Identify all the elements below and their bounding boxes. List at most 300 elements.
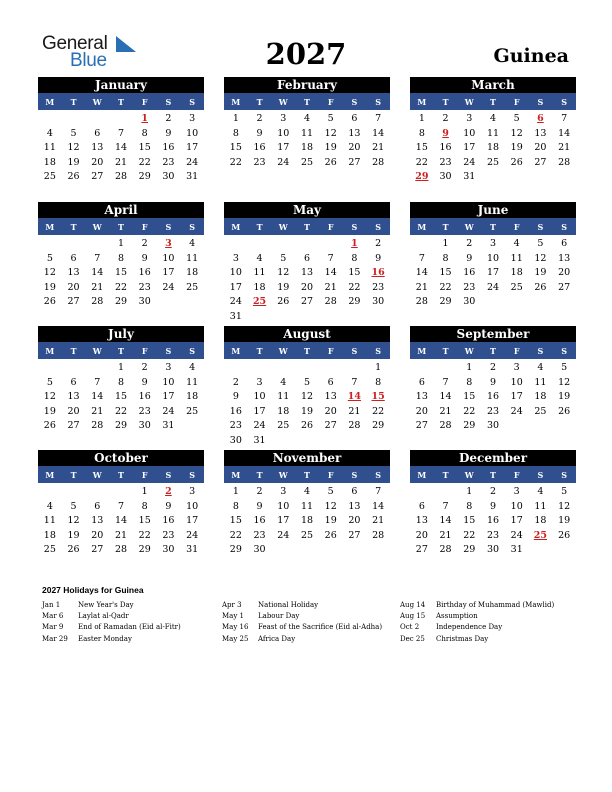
- day-cell: 30: [162, 171, 175, 183]
- day-cell: 23: [229, 420, 242, 432]
- day-cell: 12: [43, 267, 56, 279]
- weekday-header: [38, 466, 204, 483]
- holiday-entry: [42, 622, 181, 633]
- day-cell: 5: [46, 252, 53, 264]
- day-cell: 12: [510, 127, 523, 139]
- holiday-date: May 25: [222, 634, 249, 643]
- day-cell: 24: [463, 156, 476, 168]
- day-cell: 30: [162, 544, 175, 556]
- day-cell: 4: [189, 238, 196, 249]
- day-cell: 2: [442, 113, 449, 124]
- weekday-label: W: [92, 469, 102, 480]
- weekday-label: F: [513, 469, 520, 480]
- day-cell: 20: [324, 405, 337, 417]
- day-cell: 13: [558, 252, 571, 264]
- day-cell: 31: [463, 171, 476, 183]
- day-cell: 20: [91, 529, 104, 541]
- day-cell: 21: [114, 529, 128, 541]
- day-cell: 17: [186, 142, 199, 154]
- day-cell: 28: [415, 296, 428, 308]
- month-february: [224, 77, 390, 170]
- day-cell: 5: [327, 486, 334, 497]
- day-cell: 9: [165, 127, 172, 139]
- empty-cell: [248, 361, 272, 376]
- day-cell: 22: [372, 405, 385, 417]
- day-cell: 23: [138, 405, 151, 417]
- day-cell: 15: [348, 267, 361, 279]
- holiday-column: [400, 600, 554, 645]
- month-june: [410, 202, 576, 310]
- day-cell: 11: [253, 267, 266, 279]
- weekday-header: [410, 466, 576, 483]
- day-cell: 3: [513, 362, 520, 373]
- holiday-entry: [222, 634, 382, 645]
- day-cell: 22: [348, 281, 361, 293]
- day-cell: 11: [300, 127, 314, 139]
- weekday-label: M: [417, 221, 427, 232]
- weekday-label: S: [189, 96, 196, 107]
- empty-cell: [295, 237, 319, 252]
- weekday-label: T: [490, 96, 496, 107]
- weekday-label: S: [351, 96, 358, 107]
- day-cell: 28: [348, 420, 361, 432]
- day-cell: 21: [415, 281, 428, 293]
- day-cell: 17: [277, 142, 290, 154]
- day-cell: 4: [513, 238, 520, 249]
- month-title: March: [410, 77, 576, 93]
- weekday-label: M: [231, 345, 241, 356]
- day-cell: 31: [229, 310, 242, 322]
- day-cell: 18: [300, 142, 314, 154]
- weekday-label: T: [256, 345, 263, 356]
- weekday-label: T: [442, 469, 449, 480]
- weekday-label: F: [327, 96, 334, 107]
- weekday-label: M: [231, 96, 241, 107]
- weekday-header: [224, 218, 390, 235]
- day-cell: 1: [117, 362, 125, 373]
- day-cell: 24: [229, 296, 242, 308]
- day-cell: 11: [186, 252, 199, 264]
- day-cell: 5: [561, 486, 568, 497]
- empty-cell: [38, 361, 62, 376]
- day-cell: 2: [256, 113, 263, 124]
- day-cell: 26: [300, 420, 314, 432]
- day-cell: 10: [277, 500, 290, 512]
- weekday-label: T: [118, 345, 124, 356]
- day-cell: 3: [489, 238, 497, 249]
- day-cell: 21: [558, 142, 571, 154]
- day-cell: 12: [43, 391, 56, 403]
- month-title: May: [224, 202, 390, 218]
- day-cell: 28: [558, 156, 571, 168]
- day-cell: 19: [43, 405, 56, 417]
- day-cell: 15: [439, 267, 452, 279]
- day-cell: 10: [510, 376, 523, 388]
- day-cell: 11: [534, 500, 547, 512]
- day-cell: 14: [91, 391, 104, 403]
- weekday-label: M: [231, 221, 241, 232]
- day-cell: 20: [67, 281, 80, 293]
- month-december: [410, 450, 576, 558]
- month-january: [38, 77, 204, 185]
- day-cell: 8: [232, 127, 239, 139]
- holiday-entry: [42, 611, 181, 622]
- day-cell: 2: [165, 113, 172, 124]
- day-cell: 26: [67, 171, 80, 183]
- month-title: December: [410, 450, 576, 466]
- day-cell: 7: [94, 376, 101, 388]
- day-cell: 17: [186, 515, 199, 527]
- holiday-date: Mar 9: [42, 623, 64, 632]
- day-cell: 1: [442, 238, 449, 249]
- day-cell: 13: [67, 391, 80, 403]
- empty-cell: [109, 485, 133, 500]
- day-cell: 6: [418, 500, 425, 512]
- day-cell: 19: [324, 515, 337, 527]
- day-cell: 3: [189, 486, 196, 497]
- day-cell: 5: [70, 500, 77, 512]
- day-cell: 21: [372, 515, 385, 527]
- day-cell: 21: [324, 281, 337, 293]
- weekday-label: S: [189, 345, 196, 356]
- day-cell: 4: [46, 500, 53, 512]
- weekday-label: T: [256, 96, 263, 107]
- day-cell: 19: [67, 156, 80, 168]
- holiday-date: Oct 2: [400, 623, 420, 632]
- weekday-label: T: [118, 96, 124, 107]
- weekday-label: T: [490, 469, 496, 480]
- day-cell: 7: [117, 127, 125, 139]
- day-cell: 10: [486, 252, 500, 264]
- weekday-header: [410, 93, 576, 110]
- weekday-label: F: [141, 345, 148, 356]
- weekday-header: [410, 342, 576, 359]
- day-cell: 28: [114, 171, 128, 183]
- day-cell: 2: [232, 376, 239, 388]
- day-grid: [410, 110, 576, 185]
- day-cell: 7: [327, 252, 334, 264]
- empty-cell: [85, 485, 109, 500]
- holiday-date: May 16: [222, 623, 249, 632]
- holiday-entry: [222, 600, 382, 611]
- day-cell: 26: [558, 529, 571, 541]
- day-cell: 9: [375, 252, 382, 264]
- day-cell: 6: [94, 500, 101, 512]
- day-cell: 22: [229, 529, 242, 541]
- weekday-label: S: [165, 469, 172, 480]
- day-cell: 28: [114, 544, 128, 556]
- day-cell: 24: [186, 156, 199, 168]
- day-cell: 17: [510, 391, 523, 403]
- country-name: Guinea: [493, 45, 569, 67]
- day-grid: [38, 110, 204, 185]
- day-cell: 18: [510, 267, 523, 279]
- day-cell: 24: [510, 405, 523, 417]
- day-grid: [38, 359, 204, 434]
- day-cell: 12: [558, 500, 571, 512]
- day-cell: 13: [415, 515, 428, 527]
- day-cell: 6: [94, 127, 101, 139]
- day-cell: 22: [114, 281, 128, 293]
- day-cell: 27: [67, 420, 80, 432]
- day-cell: 26: [534, 281, 547, 293]
- day-cell: 27: [558, 281, 571, 293]
- day-cell: 30: [229, 434, 242, 446]
- weekday-label: T: [442, 221, 449, 232]
- day-cell: 16: [229, 405, 242, 417]
- empty-cell: [410, 361, 434, 376]
- weekday-label: S: [561, 345, 568, 356]
- day-cell: 13: [415, 391, 428, 403]
- day-cell: 18: [534, 515, 547, 527]
- day-cell: 25: [510, 281, 523, 293]
- month-november: [224, 450, 390, 558]
- weekday-label: W: [92, 345, 102, 356]
- weekday-label: M: [45, 96, 55, 107]
- weekday-label: F: [513, 221, 520, 232]
- day-cell: 8: [466, 500, 473, 512]
- month-title: October: [38, 450, 204, 466]
- weekday-label: S: [537, 345, 544, 356]
- holiday-name: Feast of the Sacrifice (Eid al-Adha): [258, 623, 383, 632]
- weekday-label: F: [327, 221, 334, 232]
- month-title: August: [224, 326, 390, 342]
- day-cell: 20: [348, 515, 361, 527]
- day-cell: 5: [537, 238, 544, 249]
- empty-cell: [224, 361, 248, 376]
- day-cell: 21: [91, 281, 104, 293]
- day-cell: 31: [253, 434, 266, 446]
- day-cell: 15: [229, 515, 242, 527]
- day-cell: 29: [372, 420, 385, 432]
- day-cell: 7: [375, 486, 382, 497]
- month-title: November: [224, 450, 390, 466]
- weekday-label: F: [141, 469, 148, 480]
- day-cell: 31: [510, 544, 523, 556]
- holiday-day-cell: 3: [165, 238, 172, 249]
- day-cell: 28: [439, 544, 452, 556]
- day-cell: 14: [114, 142, 128, 154]
- holiday-name: Birthday of Muhammad (Mawlid): [436, 601, 555, 609]
- weekday-label: S: [375, 96, 382, 107]
- day-cell: 3: [513, 486, 520, 497]
- logo-general-text: General: [42, 33, 108, 54]
- holiday-entry: [222, 622, 382, 633]
- holiday-day-cell: 6: [537, 113, 544, 124]
- day-cell: 3: [232, 252, 239, 264]
- calendar-year: 2027: [265, 37, 347, 71]
- day-cell: 26: [324, 529, 337, 541]
- empty-cell: [62, 237, 86, 252]
- day-cell: 11: [277, 391, 290, 403]
- weekday-label: T: [256, 221, 263, 232]
- day-cell: 8: [466, 376, 473, 388]
- empty-cell: [248, 237, 272, 252]
- day-cell: 25: [43, 544, 56, 556]
- day-cell: 23: [138, 281, 151, 293]
- day-cell: 20: [67, 405, 80, 417]
- day-cell: 22: [114, 405, 128, 417]
- day-cell: 10: [162, 376, 175, 388]
- logo-blue-text: Blue: [70, 50, 107, 71]
- empty-cell: [62, 112, 86, 127]
- weekday-label: S: [537, 96, 544, 107]
- holiday-name: Laylat al-Qadr: [78, 612, 129, 621]
- weekday-label: W: [464, 345, 474, 356]
- day-cell: 20: [415, 529, 428, 541]
- day-cell: 12: [534, 252, 547, 264]
- day-cell: 17: [162, 267, 175, 279]
- day-cell: 29: [114, 420, 128, 432]
- weekday-label: S: [537, 221, 544, 232]
- day-cell: 15: [114, 391, 128, 403]
- empty-cell: [109, 112, 133, 127]
- day-cell: 13: [91, 142, 104, 154]
- day-cell: 11: [300, 500, 314, 512]
- day-cell: 8: [141, 500, 148, 512]
- holiday-date: Apr 3: [222, 601, 242, 609]
- empty-cell: [38, 485, 62, 500]
- day-cell: 24: [277, 156, 290, 168]
- weekday-label: F: [141, 96, 148, 107]
- day-cell: 14: [558, 127, 571, 139]
- day-cell: 10: [162, 252, 175, 264]
- day-cell: 4: [537, 486, 544, 497]
- month-may: [224, 202, 390, 325]
- day-cell: 23: [372, 281, 385, 293]
- day-cell: 10: [463, 127, 476, 139]
- day-cell: 21: [372, 142, 385, 154]
- day-cell: 13: [91, 515, 104, 527]
- day-cell: 4: [303, 113, 311, 124]
- day-cell: 8: [141, 127, 148, 139]
- month-title: June: [410, 202, 576, 218]
- day-cell: 6: [561, 238, 568, 249]
- month-october: [38, 450, 204, 558]
- day-cell: 18: [486, 142, 500, 154]
- day-cell: 18: [186, 391, 199, 403]
- weekday-label: T: [70, 345, 77, 356]
- day-cell: 7: [117, 500, 125, 512]
- day-cell: 31: [162, 420, 175, 432]
- day-cell: 25: [43, 171, 56, 183]
- day-cell: 1: [466, 486, 473, 497]
- empty-cell: [62, 485, 86, 500]
- day-cell: 15: [138, 515, 151, 527]
- day-cell: 13: [67, 267, 80, 279]
- holiday-date: Dec 25: [400, 634, 425, 643]
- day-cell: 27: [415, 420, 428, 432]
- day-cell: 19: [43, 281, 56, 293]
- holiday-day-cell: 15: [371, 391, 385, 403]
- weekday-label: T: [442, 345, 449, 356]
- holiday-name: National Holiday: [258, 601, 319, 609]
- day-cell: 6: [351, 113, 358, 124]
- day-grid: [224, 235, 390, 325]
- day-cell: 4: [303, 486, 311, 497]
- holiday-column: [222, 600, 382, 645]
- weekday-label: T: [70, 221, 77, 232]
- day-cell: 16: [138, 391, 151, 403]
- day-cell: 19: [277, 281, 290, 293]
- weekday-label: T: [442, 96, 449, 107]
- empty-cell: [224, 237, 248, 252]
- day-grid: [224, 483, 390, 558]
- day-cell: 18: [253, 281, 266, 293]
- day-cell: 20: [534, 142, 547, 154]
- day-cell: 29: [463, 420, 476, 432]
- day-cell: 8: [117, 376, 125, 388]
- day-cell: 5: [280, 252, 287, 264]
- day-cell: 3: [466, 113, 473, 124]
- day-cell: 27: [415, 544, 428, 556]
- day-cell: 12: [324, 127, 337, 139]
- day-cell: 18: [186, 267, 199, 279]
- weekday-label: F: [141, 221, 148, 232]
- empty-cell: [410, 237, 434, 252]
- day-cell: 5: [70, 127, 77, 139]
- day-cell: 6: [303, 252, 311, 264]
- day-cell: 14: [439, 391, 452, 403]
- day-cell: 22: [463, 529, 476, 541]
- day-cell: 16: [253, 142, 266, 154]
- day-cell: 5: [327, 113, 334, 124]
- holidays-section: [42, 584, 582, 643]
- day-grid: [38, 235, 204, 310]
- day-cell: 25: [277, 420, 290, 432]
- weekday-label: S: [189, 469, 196, 480]
- day-cell: 23: [463, 281, 476, 293]
- day-cell: 22: [229, 156, 242, 168]
- day-cell: 18: [300, 515, 314, 527]
- weekday-label: S: [351, 221, 358, 232]
- day-cell: 24: [162, 281, 175, 293]
- holiday-name: Labour Day: [258, 612, 300, 621]
- weekday-label: T: [118, 469, 124, 480]
- day-cell: 30: [486, 420, 500, 432]
- day-cell: 14: [372, 127, 385, 139]
- day-cell: 9: [165, 500, 172, 512]
- day-cell: 13: [348, 500, 361, 512]
- day-cell: 2: [489, 362, 497, 373]
- day-cell: 22: [138, 156, 151, 168]
- day-cell: 12: [300, 391, 314, 403]
- day-cell: 6: [70, 376, 77, 388]
- holiday-entry: [42, 634, 181, 645]
- empty-cell: [85, 361, 109, 376]
- day-cell: 14: [415, 267, 428, 279]
- empty-cell: [410, 485, 434, 500]
- day-cell: 17: [510, 515, 523, 527]
- holiday-entry: [222, 611, 382, 622]
- day-cell: 21: [91, 405, 104, 417]
- day-cell: 31: [186, 544, 199, 556]
- weekday-label: S: [561, 96, 568, 107]
- day-cell: 20: [558, 267, 571, 279]
- day-cell: 11: [510, 252, 523, 264]
- day-cell: 19: [558, 515, 571, 527]
- day-cell: 15: [229, 142, 242, 154]
- day-cell: 19: [67, 529, 80, 541]
- day-cell: 10: [186, 500, 199, 512]
- empty-cell: [343, 361, 367, 376]
- day-cell: 10: [277, 127, 290, 139]
- day-cell: 15: [138, 142, 151, 154]
- day-cell: 23: [486, 405, 500, 417]
- day-cell: 17: [253, 405, 266, 417]
- holidays-title: 2027 Holidays for Guinea: [42, 585, 144, 595]
- day-cell: 2: [466, 238, 473, 249]
